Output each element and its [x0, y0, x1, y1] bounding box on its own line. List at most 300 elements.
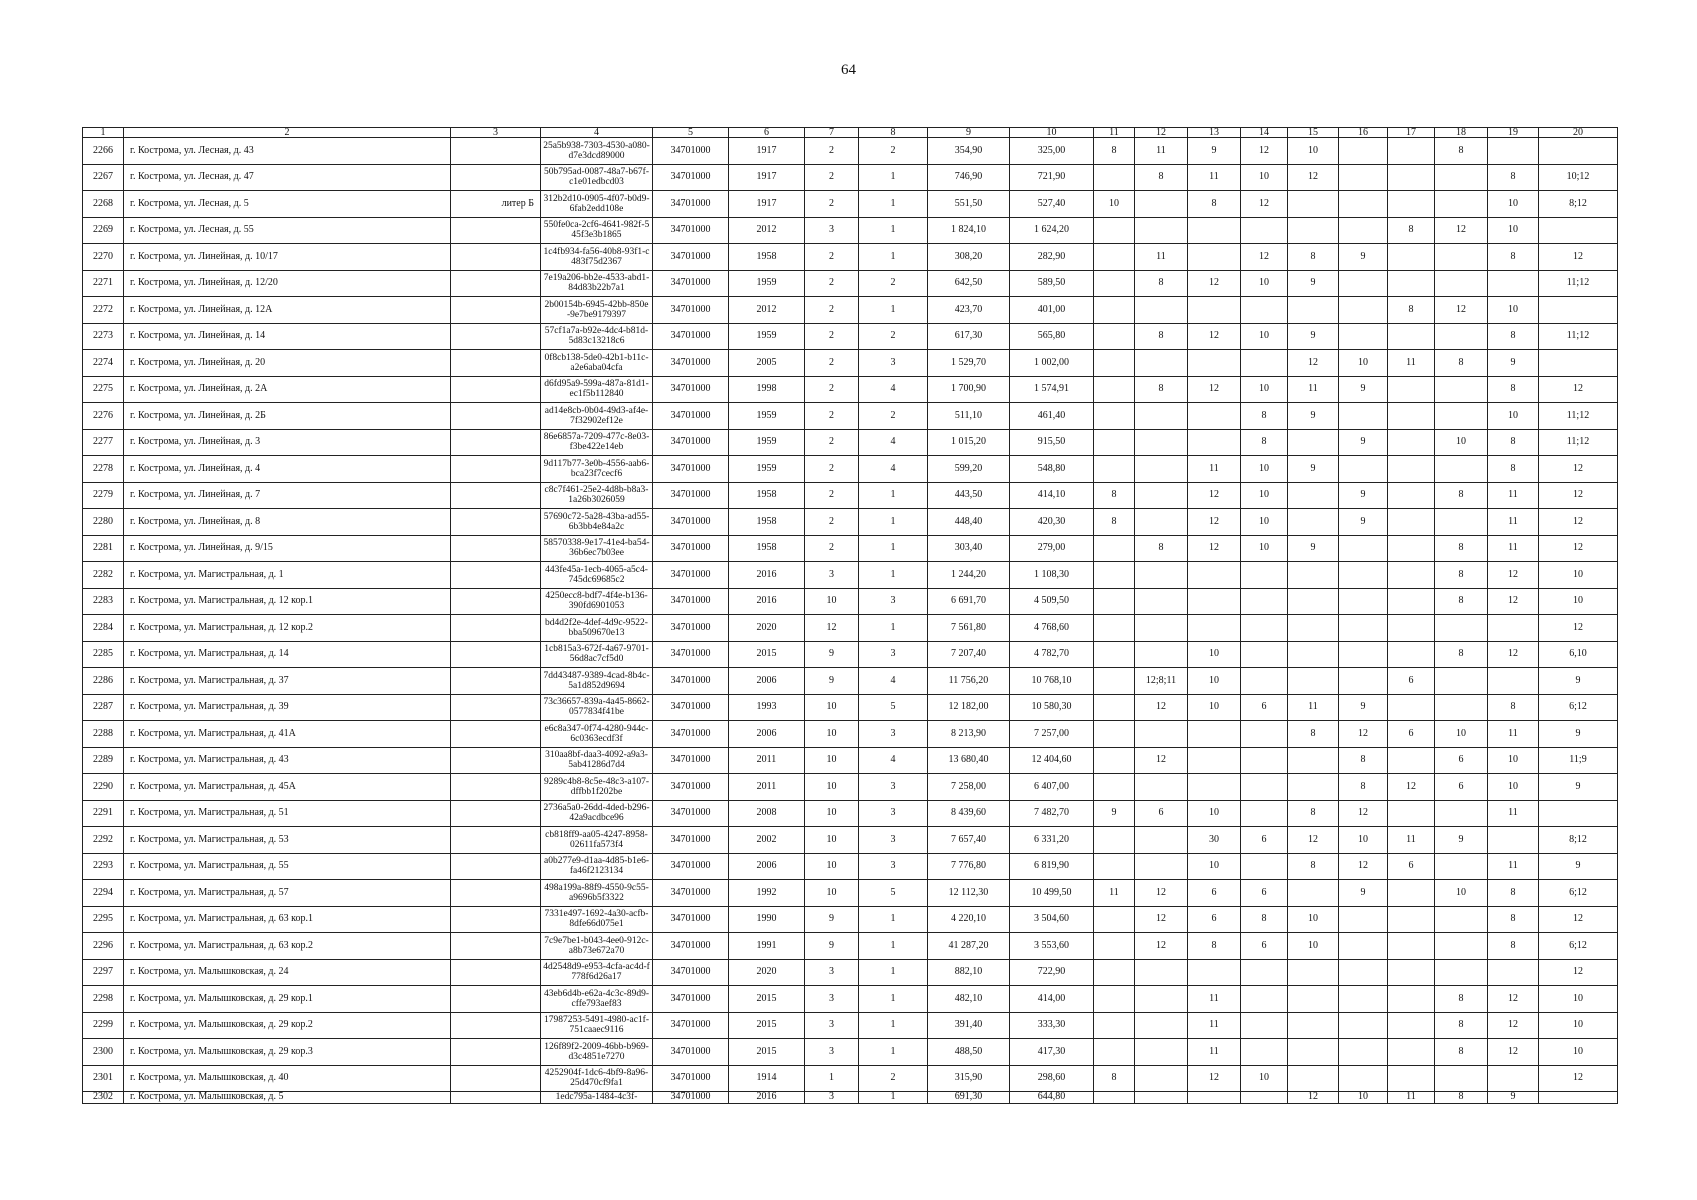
entrances-cell: 2	[859, 138, 928, 165]
floors-cell: 3	[805, 1039, 859, 1066]
total-area-cell: 691,30	[928, 1092, 1010, 1104]
work-year-cell-18: 10	[1435, 721, 1488, 748]
year-cell: 2011	[729, 774, 805, 801]
table-row	[83, 164, 1618, 191]
work-year-cell-16: 9	[1339, 376, 1388, 403]
table-row	[83, 668, 1618, 695]
row-number: 2284	[83, 615, 124, 642]
table-row	[83, 191, 1618, 218]
work-year-cell-14	[1241, 747, 1288, 774]
total-area-cell: 551,50	[928, 191, 1010, 218]
column-header: 11	[1094, 128, 1135, 138]
work-year-cell-17: 8	[1388, 297, 1435, 324]
year-cell: 2012	[729, 297, 805, 324]
work-year-cell-17	[1388, 482, 1435, 509]
table-row	[83, 376, 1618, 403]
guid-cell: 0f8cb138-5de0-42b1-b11c-a2e6aba04cfa	[541, 350, 653, 377]
oktmo-cell: 34701000	[653, 615, 729, 642]
work-year-cell-14: 10	[1241, 376, 1288, 403]
letter-cell	[451, 668, 541, 695]
total-area-cell: 482,10	[928, 986, 1010, 1013]
work-year-cell-13: 12	[1188, 482, 1241, 509]
work-year-cell-20: 11;12	[1539, 403, 1618, 430]
work-year-cell-11	[1094, 535, 1135, 562]
work-year-cell-18: 8	[1435, 562, 1488, 589]
work-year-cell-17	[1388, 588, 1435, 615]
entrances-cell: 4	[859, 376, 928, 403]
letter-cell	[451, 959, 541, 986]
work-year-cell-16: 12	[1339, 853, 1388, 880]
work-year-cell-17: 11	[1388, 827, 1435, 854]
work-year-cell-13	[1188, 562, 1241, 589]
work-year-cell-20: 8;12	[1539, 827, 1618, 854]
work-year-cell-12	[1135, 827, 1188, 854]
total-area-cell: 354,90	[928, 138, 1010, 165]
year-cell: 1917	[729, 191, 805, 218]
year-cell: 1959	[729, 323, 805, 350]
oktmo-cell: 34701000	[653, 668, 729, 695]
total-area-cell: 1 700,90	[928, 376, 1010, 403]
row-number: 2299	[83, 1012, 124, 1039]
work-year-cell-14	[1241, 641, 1288, 668]
year-cell: 1958	[729, 509, 805, 536]
entrances-cell: 1	[859, 244, 928, 271]
work-year-cell-11	[1094, 376, 1135, 403]
work-year-cell-16: 12	[1339, 721, 1388, 748]
column-header: 19	[1488, 128, 1539, 138]
work-year-cell-15: 9	[1288, 456, 1339, 483]
work-year-cell-17	[1388, 933, 1435, 960]
oktmo-cell: 34701000	[653, 747, 729, 774]
row-number: 2271	[83, 270, 124, 297]
work-year-cell-15	[1288, 509, 1339, 536]
guid-cell: 498a199a-88f9-4550-9c55-a9696b5f3322	[541, 880, 653, 907]
address-cell: г. Кострома, ул. Линейная, д. 7	[124, 482, 451, 509]
guid-cell: 25a5b938-7303-4530-a080-d7e3dcd89000	[541, 138, 653, 165]
work-year-cell-12: 11	[1135, 138, 1188, 165]
table-row	[83, 535, 1618, 562]
address-cell: г. Кострома, ул. Магистральная, д. 39	[124, 694, 451, 721]
floors-cell: 10	[805, 721, 859, 748]
work-year-cell-18	[1435, 933, 1488, 960]
work-year-cell-19: 11	[1488, 853, 1539, 880]
work-year-cell-16	[1339, 270, 1388, 297]
total-area-cell: 423,70	[928, 297, 1010, 324]
work-year-cell-11: 8	[1094, 509, 1135, 536]
entrances-cell: 3	[859, 827, 928, 854]
work-year-cell-16	[1339, 456, 1388, 483]
work-year-cell-11	[1094, 217, 1135, 244]
total-area-cell: 303,40	[928, 535, 1010, 562]
floors-cell: 3	[805, 1092, 859, 1104]
work-year-cell-15	[1288, 668, 1339, 695]
year-cell: 1959	[729, 429, 805, 456]
work-year-cell-17	[1388, 1012, 1435, 1039]
table-row	[83, 509, 1618, 536]
work-year-cell-15: 9	[1288, 403, 1339, 430]
total-area-cell: 1 824,10	[928, 217, 1010, 244]
entrances-cell: 2	[859, 323, 928, 350]
letter-cell	[451, 721, 541, 748]
year-cell: 2015	[729, 641, 805, 668]
work-year-cell-17: 11	[1388, 1092, 1435, 1104]
work-year-cell-16: 9	[1339, 429, 1388, 456]
work-year-cell-18: 9	[1435, 827, 1488, 854]
work-year-cell-11	[1094, 350, 1135, 377]
work-year-cell-20	[1539, 1092, 1618, 1104]
oktmo-cell: 34701000	[653, 1012, 729, 1039]
work-year-cell-11: 9	[1094, 800, 1135, 827]
total-area-cell: 443,50	[928, 482, 1010, 509]
work-year-cell-15	[1288, 880, 1339, 907]
guid-cell: 7331e497-1692-4a30-acfb-8dfe66d075e1	[541, 906, 653, 933]
oktmo-cell: 34701000	[653, 853, 729, 880]
oktmo-cell: 34701000	[653, 429, 729, 456]
guid-cell: 58570338-9e17-41e4-ba54-36b6ec7b03ee	[541, 535, 653, 562]
floors-cell: 9	[805, 668, 859, 695]
work-year-cell-12	[1135, 588, 1188, 615]
table-row	[83, 800, 1618, 827]
column-header: 5	[653, 128, 729, 138]
work-year-cell-11	[1094, 615, 1135, 642]
living-area-cell: 414,10	[1010, 482, 1094, 509]
row-number: 2300	[83, 1039, 124, 1066]
address-cell: г. Кострома, ул. Лесная, д. 5	[124, 191, 451, 218]
guid-cell: 126f89f2-2009-46bb-b969-d3c4851e7270	[541, 1039, 653, 1066]
table-row	[83, 959, 1618, 986]
year-cell: 1991	[729, 933, 805, 960]
column-header: 3	[451, 128, 541, 138]
work-year-cell-19: 8	[1488, 429, 1539, 456]
work-year-cell-18	[1435, 164, 1488, 191]
oktmo-cell: 34701000	[653, 535, 729, 562]
work-year-cell-16	[1339, 562, 1388, 589]
year-cell: 2016	[729, 1092, 805, 1104]
oktmo-cell: 34701000	[653, 1065, 729, 1092]
guid-cell: bd4d2f2e-4def-4d9c-9522-bba509670e13	[541, 615, 653, 642]
work-year-cell-20: 11;12	[1539, 323, 1618, 350]
work-year-cell-20: 12	[1539, 482, 1618, 509]
work-year-cell-18: 8	[1435, 482, 1488, 509]
work-year-cell-12	[1135, 1065, 1188, 1092]
work-year-cell-17	[1388, 244, 1435, 271]
work-year-cell-19: 12	[1488, 588, 1539, 615]
work-year-cell-20: 12	[1539, 615, 1618, 642]
table-row	[83, 323, 1618, 350]
work-year-cell-14	[1241, 1039, 1288, 1066]
work-year-cell-15	[1288, 959, 1339, 986]
year-cell: 2008	[729, 800, 805, 827]
work-year-cell-13	[1188, 959, 1241, 986]
work-year-cell-12: 8	[1135, 535, 1188, 562]
guid-cell: 57cf1a7a-b92e-4dc4-b81d-5d83c13218c6	[541, 323, 653, 350]
work-year-cell-11	[1094, 774, 1135, 801]
column-header: 2	[124, 128, 451, 138]
work-year-cell-13: 11	[1188, 456, 1241, 483]
entrances-cell: 3	[859, 641, 928, 668]
total-area-cell: 7 776,80	[928, 853, 1010, 880]
oktmo-cell: 34701000	[653, 217, 729, 244]
oktmo-cell: 34701000	[653, 244, 729, 271]
address-cell: г. Кострома, ул. Магистральная, д. 63 кор.2	[124, 933, 451, 960]
work-year-cell-13: 12	[1188, 376, 1241, 403]
address-cell: г. Кострома, ул. Магистральная, д. 57	[124, 880, 451, 907]
living-area-cell: 325,00	[1010, 138, 1094, 165]
work-year-cell-18: 8	[1435, 641, 1488, 668]
total-area-cell: 7 207,40	[928, 641, 1010, 668]
work-year-cell-11	[1094, 694, 1135, 721]
work-year-cell-19: 9	[1488, 1092, 1539, 1104]
row-number: 2276	[83, 403, 124, 430]
work-year-cell-17	[1388, 270, 1435, 297]
work-year-cell-14	[1241, 853, 1288, 880]
address-cell: г. Кострома, ул. Линейная, д. 20	[124, 350, 451, 377]
work-year-cell-18	[1435, 694, 1488, 721]
work-year-cell-19: 8	[1488, 880, 1539, 907]
table-row	[83, 456, 1618, 483]
address-cell: г. Кострома, ул. Линейная, д. 14	[124, 323, 451, 350]
work-year-cell-11: 11	[1094, 880, 1135, 907]
work-year-cell-16: 9	[1339, 694, 1388, 721]
living-area-cell: 721,90	[1010, 164, 1094, 191]
address-cell: г. Кострома, ул. Линейная, д. 12/20	[124, 270, 451, 297]
work-year-cell-15: 11	[1288, 694, 1339, 721]
work-year-cell-12: 8	[1135, 323, 1188, 350]
address-cell: г. Кострома, ул. Линейная, д. 10/17	[124, 244, 451, 271]
work-year-cell-12: 12	[1135, 906, 1188, 933]
guid-cell: ad14e8cb-0b04-49d3-af4e-7f32902ef12e	[541, 403, 653, 430]
work-year-cell-20	[1539, 800, 1618, 827]
living-area-cell: 644,80	[1010, 1092, 1094, 1104]
work-year-cell-17	[1388, 800, 1435, 827]
work-year-cell-18: 8	[1435, 535, 1488, 562]
total-area-cell: 882,10	[928, 959, 1010, 986]
table-row	[83, 270, 1618, 297]
work-year-cell-14: 6	[1241, 827, 1288, 854]
year-cell: 2006	[729, 853, 805, 880]
work-year-cell-16	[1339, 588, 1388, 615]
work-year-cell-12: 8	[1135, 270, 1188, 297]
entrances-cell: 1	[859, 1012, 928, 1039]
work-year-cell-19: 11	[1488, 800, 1539, 827]
living-area-cell: 7 257,00	[1010, 721, 1094, 748]
living-area-cell: 10 499,50	[1010, 880, 1094, 907]
work-year-cell-20: 12	[1539, 1065, 1618, 1092]
work-year-cell-14	[1241, 959, 1288, 986]
living-area-cell: 1 108,30	[1010, 562, 1094, 589]
entrances-cell: 2	[859, 1065, 928, 1092]
work-year-cell-13: 11	[1188, 164, 1241, 191]
work-year-cell-18	[1435, 376, 1488, 403]
work-year-cell-20: 10	[1539, 986, 1618, 1013]
table-row	[83, 615, 1618, 642]
year-cell: 2016	[729, 588, 805, 615]
work-year-cell-20: 11;12	[1539, 270, 1618, 297]
work-year-cell-16	[1339, 906, 1388, 933]
work-year-cell-13	[1188, 721, 1241, 748]
letter-cell	[451, 986, 541, 1013]
work-year-cell-18	[1435, 191, 1488, 218]
work-year-cell-12	[1135, 721, 1188, 748]
work-year-cell-12	[1135, 562, 1188, 589]
total-area-cell: 391,40	[928, 1012, 1010, 1039]
work-year-cell-15: 9	[1288, 323, 1339, 350]
floors-cell: 12	[805, 615, 859, 642]
letter-cell	[451, 747, 541, 774]
address-cell: г. Кострома, ул. Лесная, д. 47	[124, 164, 451, 191]
floors-cell: 10	[805, 588, 859, 615]
row-number: 2290	[83, 774, 124, 801]
work-year-cell-17: 11	[1388, 350, 1435, 377]
living-area-cell: 6 819,90	[1010, 853, 1094, 880]
work-year-cell-14	[1241, 721, 1288, 748]
column-header: 9	[928, 128, 1010, 138]
entrances-cell: 3	[859, 774, 928, 801]
living-area-cell: 10 768,10	[1010, 668, 1094, 695]
work-year-cell-15: 8	[1288, 853, 1339, 880]
work-year-cell-17	[1388, 880, 1435, 907]
entrances-cell: 1	[859, 1092, 928, 1104]
total-area-cell: 7 258,00	[928, 774, 1010, 801]
work-year-cell-11	[1094, 323, 1135, 350]
letter-cell	[451, 1039, 541, 1066]
year-cell: 2020	[729, 615, 805, 642]
letter-cell	[451, 376, 541, 403]
work-year-cell-20: 6,10	[1539, 641, 1618, 668]
work-year-cell-19: 10	[1488, 774, 1539, 801]
work-year-cell-14: 10	[1241, 509, 1288, 536]
year-cell: 2016	[729, 562, 805, 589]
table-body	[83, 138, 1618, 1104]
guid-cell: 1edc795a-1484-4c3f-	[541, 1092, 653, 1104]
living-area-cell: 420,30	[1010, 509, 1094, 536]
entrances-cell: 3	[859, 853, 928, 880]
entrances-cell: 1	[859, 1039, 928, 1066]
work-year-cell-18	[1435, 403, 1488, 430]
year-cell: 1959	[729, 270, 805, 297]
row-number: 2291	[83, 800, 124, 827]
column-header: 12	[1135, 128, 1188, 138]
column-header: 13	[1188, 128, 1241, 138]
entrances-cell: 4	[859, 747, 928, 774]
work-year-cell-16	[1339, 641, 1388, 668]
guid-cell: 4250ecc8-bdf7-4f4e-b136-390fd6901053	[541, 588, 653, 615]
work-year-cell-16: 12	[1339, 800, 1388, 827]
table-row	[83, 429, 1618, 456]
work-year-cell-20	[1539, 350, 1618, 377]
work-year-cell-18: 8	[1435, 1039, 1488, 1066]
oktmo-cell: 34701000	[653, 270, 729, 297]
work-year-cell-16: 9	[1339, 244, 1388, 271]
entrances-cell: 1	[859, 217, 928, 244]
entrances-cell: 1	[859, 959, 928, 986]
work-year-cell-12	[1135, 1092, 1188, 1104]
work-year-cell-19: 12	[1488, 562, 1539, 589]
work-year-cell-12	[1135, 1012, 1188, 1039]
work-year-cell-15: 8	[1288, 244, 1339, 271]
table-row	[83, 1012, 1618, 1039]
work-year-cell-15	[1288, 1039, 1339, 1066]
total-area-cell: 1 244,20	[928, 562, 1010, 589]
entrances-cell: 1	[859, 562, 928, 589]
guid-cell: cb818ff9-aa05-4247-8958-02611fa573f4	[541, 827, 653, 854]
row-number: 2296	[83, 933, 124, 960]
work-year-cell-12	[1135, 482, 1188, 509]
work-year-cell-18: 8	[1435, 1012, 1488, 1039]
oktmo-cell: 34701000	[653, 986, 729, 1013]
column-header: 20	[1539, 128, 1618, 138]
guid-cell: 7c9e7be1-b043-4ee0-912c-a8b73e672a70	[541, 933, 653, 960]
living-area-cell: 461,40	[1010, 403, 1094, 430]
living-area-cell: 3 553,60	[1010, 933, 1094, 960]
work-year-cell-14	[1241, 297, 1288, 324]
row-number: 2283	[83, 588, 124, 615]
table-row	[83, 906, 1618, 933]
letter-cell	[451, 615, 541, 642]
table-row	[83, 774, 1618, 801]
living-area-cell: 12 404,60	[1010, 747, 1094, 774]
work-year-cell-15	[1288, 217, 1339, 244]
work-year-cell-18: 8	[1435, 986, 1488, 1013]
table-row	[83, 694, 1618, 721]
address-cell: г. Кострома, ул. Магистральная, д. 37	[124, 668, 451, 695]
year-cell: 2002	[729, 827, 805, 854]
work-year-cell-19: 9	[1488, 350, 1539, 377]
guid-cell: c8c7f461-25e2-4d8b-b8a3-1a26b3026059	[541, 482, 653, 509]
work-year-cell-20: 10	[1539, 562, 1618, 589]
work-year-cell-16	[1339, 1012, 1388, 1039]
entrances-cell: 1	[859, 615, 928, 642]
work-year-cell-20: 9	[1539, 721, 1618, 748]
floors-cell: 3	[805, 562, 859, 589]
column-header: 7	[805, 128, 859, 138]
work-year-cell-13: 10	[1188, 800, 1241, 827]
oktmo-cell: 34701000	[653, 482, 729, 509]
work-year-cell-19	[1488, 1065, 1539, 1092]
work-year-cell-14	[1241, 217, 1288, 244]
work-year-cell-19: 12	[1488, 1039, 1539, 1066]
total-area-cell: 41 287,20	[928, 933, 1010, 960]
work-year-cell-14	[1241, 800, 1288, 827]
work-year-cell-15: 10	[1288, 138, 1339, 165]
address-cell: г. Кострома, ул. Магистральная, д. 63 кор.1	[124, 906, 451, 933]
oktmo-cell: 34701000	[653, 933, 729, 960]
work-year-cell-18	[1435, 800, 1488, 827]
row-number: 2289	[83, 747, 124, 774]
work-year-cell-18: 6	[1435, 747, 1488, 774]
work-year-cell-13: 12	[1188, 509, 1241, 536]
work-year-cell-19: 11	[1488, 482, 1539, 509]
work-year-cell-13: 8	[1188, 191, 1241, 218]
work-year-cell-19: 12	[1488, 986, 1539, 1013]
row-number: 2266	[83, 138, 124, 165]
floors-cell: 2	[805, 297, 859, 324]
address-cell: г. Кострома, ул. Линейная, д. 9/15	[124, 535, 451, 562]
entrances-cell: 5	[859, 880, 928, 907]
oktmo-cell: 34701000	[653, 456, 729, 483]
work-year-cell-17	[1388, 1039, 1435, 1066]
work-year-cell-16	[1339, 668, 1388, 695]
guid-cell: e6c8a347-0f74-4280-944c-6c0363ecdf3f	[541, 721, 653, 748]
work-year-cell-11	[1094, 164, 1135, 191]
work-year-cell-20: 10	[1539, 1012, 1618, 1039]
oktmo-cell: 34701000	[653, 376, 729, 403]
column-header: 4	[541, 128, 653, 138]
row-number: 2294	[83, 880, 124, 907]
work-year-cell-12	[1135, 986, 1188, 1013]
entrances-cell: 1	[859, 297, 928, 324]
work-year-cell-16	[1339, 403, 1388, 430]
